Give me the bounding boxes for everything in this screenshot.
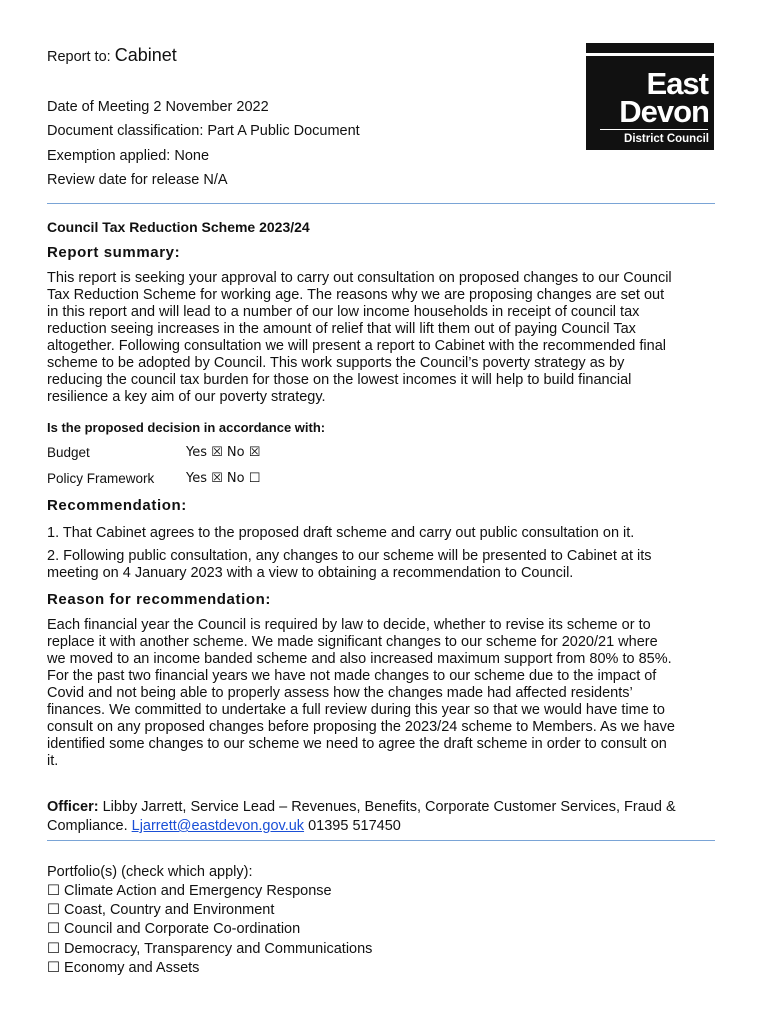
exemption-applied: Exemption applied: None <box>47 148 210 164</box>
summary-line: This report is seeking your approval to carry out consultation on proposed changes to our Council <box>47 270 672 286</box>
portfolio-item-council[interactable]: ☐ Council and Corporate Co-ordination <box>47 921 301 938</box>
summary-heading: Report summary: <box>47 244 181 261</box>
summary-line: Tax Reduction Scheme for working age. The reasons why we are proposing changes are set out <box>47 287 665 303</box>
reason-line: identified some changes to our scheme we need to agree the draft scheme in order to consult on <box>47 736 667 752</box>
logo-devon: Devon <box>619 94 709 129</box>
summary-line: reducing the council tax burden for those on the lowest incomes it will help to build financial <box>47 372 632 388</box>
summary-line: resilience a key aim of our poverty strategy. <box>47 389 326 405</box>
officer-divider <box>47 840 715 841</box>
logo-divider <box>600 129 708 130</box>
portfolio-list <box>47 882 727 978</box>
reason-line: it. <box>47 753 59 769</box>
report-title: Council Tax Reduction Scheme 2023/24 <box>47 219 310 235</box>
officer-block <box>47 798 727 836</box>
reason-line: finances. We committed to undertake a full review during this year so that we would have time to <box>47 702 665 718</box>
summary-line: reduction seeing increases in the amount of relief that will lift them out of paying Council Tax <box>47 321 636 337</box>
document-classification: Document classification: Part A Public Document <box>47 123 360 139</box>
summary-line: altogether. Following consultation we will present a report to Cabinet with the recommended final <box>47 338 667 354</box>
portfolio-heading: Portfolio(s) (check which apply): <box>47 864 253 880</box>
recommendation-heading: Recommendation: <box>47 497 187 514</box>
reason-line: For the past two financial years we have not made changes to our scheme due to the impact of <box>47 668 657 684</box>
logo-district-council: District Council <box>624 133 709 145</box>
reason-heading: Reason for recommendation: <box>47 591 271 608</box>
recommendation-line: meeting on 4 January 2023 with a view to obtaining a recommendation to Council. <box>47 565 574 581</box>
east-devon-logo <box>586 43 714 150</box>
portfolio-item-coast[interactable]: ☐ Coast, Country and Environment <box>47 902 275 919</box>
summary-text <box>47 270 727 406</box>
officer-line-2 <box>47 817 727 836</box>
budget-value: Yes ☒ No ☒ <box>186 445 261 460</box>
policy-value: Yes ☒ No ☐ <box>186 471 261 486</box>
officer-compliance: Compliance. <box>47 818 132 834</box>
report-to-label: Report to: <box>47 49 111 65</box>
reason-line: Each financial year the Council is required by law to decide, whether to revise its scheme or to <box>47 617 651 633</box>
reason-text <box>47 617 727 770</box>
recommendation-line: 2. Following public consultation, any changes to our scheme will be presented to Cabinet at its <box>47 548 652 564</box>
portfolio-item-economy[interactable]: ☐ Economy and Assets <box>47 959 200 976</box>
reason-line: we moved to an income banded scheme and also increased maximum support from 80% to 85%. <box>47 651 672 667</box>
reason-line: Covid and not being able to properly assess how the changes made had affected residents’ <box>47 685 633 701</box>
portfolio-item-democracy[interactable]: ☐ Democracy, Transparency and Communications <box>47 940 373 957</box>
officer-email-link[interactable]: Ljarrett@eastdevon.gov.uk <box>131 818 305 834</box>
decision-heading: Is the proposed decision in accordance with: <box>47 420 326 435</box>
policy-label: Policy Framework <box>47 471 155 486</box>
header-divider <box>47 203 715 204</box>
officer-name: Libby Jarrett, Service Lead – Revenues, Benefits, Corporate Customer Services, Fraud & <box>98 799 676 815</box>
meeting-date: Date of Meeting 2 November 2022 <box>47 99 269 115</box>
recommendation-item-2 <box>47 548 727 582</box>
recommendation-item-1: 1. That Cabinet agrees to the proposed draft scheme and carry out public consultation on it. <box>47 525 635 541</box>
portfolio-item-climate[interactable]: ☐ Climate Action and Emergency Response <box>47 883 332 899</box>
summary-line: in this report and will lead to a number of our low income households in receipt of council tax <box>47 304 640 320</box>
officer-label: Officer: <box>47 799 99 815</box>
summary-line: scheme to be adopted by Council. This work supports the Council’s poverty strategy as by <box>47 355 625 371</box>
officer-line-1 <box>47 798 727 817</box>
review-date: Review date for release N/A <box>47 172 228 188</box>
officer-phone: 01395 517450 <box>304 818 401 834</box>
reason-line: consult on any proposed changes before proposing the 2023/24 scheme to Members. As we have <box>47 719 675 735</box>
budget-label: Budget <box>47 445 90 460</box>
logo-band <box>586 53 714 56</box>
report-to <box>47 46 177 66</box>
logo-east: East <box>646 66 708 101</box>
report-to-value: Cabinet <box>114 45 177 65</box>
reason-line: replace it with another scheme. We made significant changes to our scheme for 2020/21 where <box>47 634 658 650</box>
